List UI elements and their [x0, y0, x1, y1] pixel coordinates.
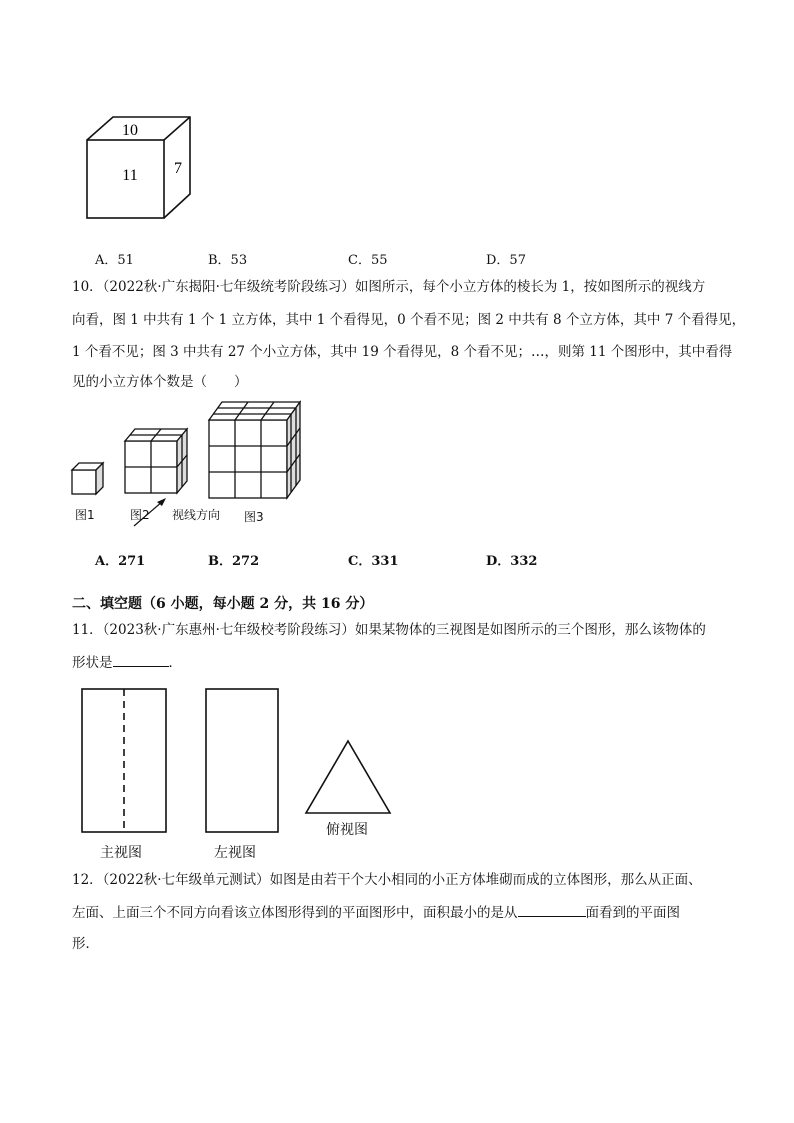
cube-right-number: 7	[174, 160, 182, 177]
left-view-caption: 左视图	[214, 845, 256, 861]
q12-line-2-prefix: 左面、上面三个不同方向看该立体图形得到的平面图形中，面积最小的是从	[72, 905, 518, 921]
fig3-label: 图3	[244, 510, 264, 524]
cube-front-number: 11	[122, 167, 138, 184]
q11-line-2-suffix: ．	[168, 655, 182, 671]
q11-answer-blank[interactable]	[113, 652, 169, 667]
q12-line-2	[72, 902, 680, 923]
q12-line-2-suffix: 面看到的平面图	[585, 905, 680, 921]
q10-line-1: 10．（2022秋·广东揭阳·七年级统考阶段练习）如图所示，每个小立方体的棱长为 1，按如图所示的视线方	[72, 279, 706, 295]
q10-option-d: D．332	[486, 554, 538, 569]
q9-option-a: A．51	[95, 253, 134, 268]
fig1-label: 图1	[75, 508, 95, 522]
q10-line-2: 向看，图 1 中共有 1 个 1 立方体，其中 1 个看得见，0 个看不见；图 2 中共有 8 个立方体，其中 7 个看得见，	[72, 312, 746, 328]
top-view-caption: 俯视图	[326, 822, 368, 838]
q12-answer-blank[interactable]	[518, 902, 586, 917]
q11-line-1: 11．（2023秋·广东惠州·七年级校考阶段练习）如果某物体的三视图是如图所示的三个图形，那么该物体的	[72, 622, 706, 638]
cube-top-number: 10	[122, 122, 138, 139]
q10-line-4: 见的小立方体个数是（ ）	[72, 374, 248, 390]
front-view-caption: 主视图	[100, 845, 142, 861]
q12-line-3: 形．	[72, 936, 99, 952]
fig2-label: 图2	[130, 508, 150, 522]
q9-option-b: B．53	[208, 253, 248, 268]
q10-line-3: 1 个看不见；图 3 中共有 27 个小立方体，其中 19 个看得见，8 个看不见；…，则第 11 个图形中，其中看得	[72, 344, 733, 360]
q10-option-b: B．272	[208, 554, 260, 569]
q12-line-1: 12．（2022秋·七年级单元测试）如图是由若干个大小相同的小正方体堆砌而成的立体图形，那么从正面、	[72, 872, 702, 888]
q11-line-2-prefix: 形状是	[72, 655, 113, 671]
q11-three-views-figure	[78, 686, 398, 836]
q9-option-d: D．57	[486, 253, 526, 268]
q10-option-a: A．271	[95, 554, 146, 569]
section-heading: 二、填空题（6 小题，每小题 2 分，共 16 分）	[72, 596, 374, 612]
q10-option-c: C．331	[348, 554, 399, 569]
q9-option-c: C．55	[348, 253, 388, 268]
q9-cube-figure	[80, 110, 205, 225]
view-direction-label: 视线方向	[172, 508, 221, 522]
q11-line-2	[72, 652, 182, 673]
